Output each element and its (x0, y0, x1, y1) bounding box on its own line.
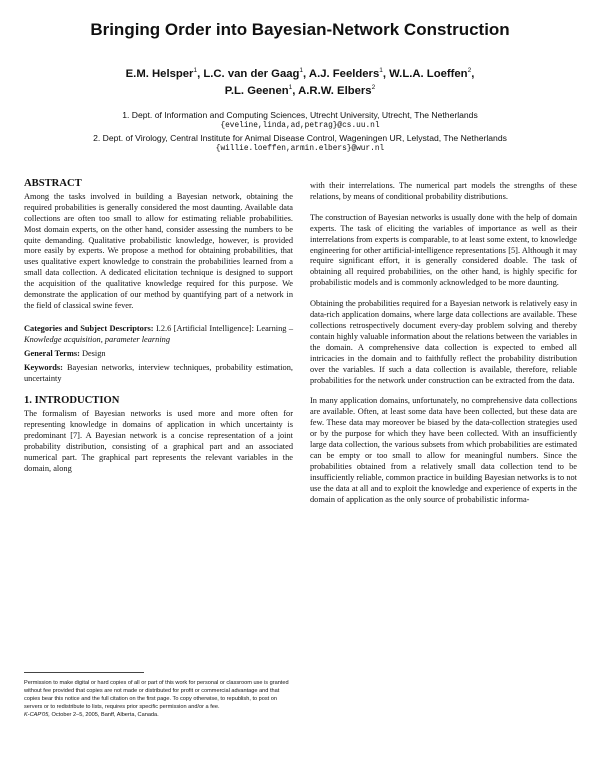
abstract-heading: ABSTRACT (24, 178, 82, 189)
venue-line: K-CAP'05, October 2–5, 2005, Banff, Alberta, Canada. (24, 712, 159, 718)
author: W.L.A. Loeffen$^2$ (389, 67, 472, 80)
paragraph: with their interrelations. The numerical part models the strengths of these relations, by means of conditional probability distributions. (310, 181, 577, 201)
paragraph: In many application domains, unfortunately, no comprehensive data collections are available. Often, at least some data have been collected, but these data are few. These data may moreover be biased by the data-collection strategies used or by the purpose for which they have been collected. With an insufficiently large data collection, the various subsets from which probabilities are estimated can be empty or too small to allow for meaningful numbers. Since the probabilities obtained from a relatively small data collection tend to be insufficiently reliable, common practice in building Bayesian networks is to not use the data at all and to exploit the knowledge and experience of experts in the domain of application as the only source of probabilistic informa- (310, 396, 577, 504)
permission-notice: Permission to make digital or hard copies of all or part of this work for personal or classroom use is granted without fee provided that copies are not made or distributed for profit or commercial advantage and that copies bear this notice and the full citation on the first page. To copy otherwise, to republish, to post on servers or to redistribute to lists, requires prior specific permission and/or a fee. K-CAP'05, October 2–5, 2005, Banff, Alberta, Canada. (24, 672, 292, 719)
abstract-text: Among the tasks involved in building a Bayesian network, obtaining the required probabilities is generally considered the most daunting. Available data collections are often too small to allow for estimating reliable probabilities. Most domain experts, on the other hand, consider assessing the numbers to be quite demanding. Qualitative probabilistic knowledge, however, is provided more easily by experts. We propose a method for obtaining probabilities, that uses qualitative expert knowledge to constrain the probabilities learned from a small data collection. A dedicated elicitation technique is designed to support the acquisition of the qualitative knowledge required for this purpose. We demonstrate the application of our method by quantifying part of a network in the field of classical swine fever. (24, 191, 293, 310)
general-terms: General Terms: Design (24, 348, 106, 358)
author-line-2: P.L. Geenen$^1$, A.R.W. Elbers$^2$ (224, 84, 376, 97)
intro-text: The formalism of Bayesian networks is used more and more often for representing knowledge in domains of application in which uncertainty is predominant [7]. A Bayesian network is a concise representation of a joint probability distribution, consisting of a graphical part and an associated numerical part. The graphical part represents the relevant variables in the domain, along (24, 409, 293, 473)
affiliation-2: 2. Dept. of Virology, Central Institute for Animal Disease Control, Wageningen UR, Lelystad, The Netherlands {willie.loeffen,armin.elbers}@wur.nl (0, 133, 600, 155)
categories: Categories and Subject Descriptors: I.2.6 [Artificial Intelligence]: Learning – Knowledge acquisition, parameter learning (24, 323, 293, 344)
affiliation-2-email: {willie.loeffen,armin.elbers}@wur.nl (215, 145, 385, 153)
author: E.M. Helsper$^1$ (125, 67, 198, 80)
author: P.L. Geenen$^1$ (224, 84, 293, 97)
footnote-rule (24, 672, 144, 673)
paper-title: Bringing Order into Bayesian-Network Construction (90, 20, 510, 39)
author: A.J. Feelders$^1$ (308, 67, 383, 80)
left-column (24, 179, 293, 485)
right-column (310, 181, 577, 515)
keywords: Keywords: Bayesian networks, interview techniques, probability estimation, uncertainty (24, 362, 293, 383)
affiliation-1-email: {eveline,linda,ad,petrag}@cs.uu.nl (220, 122, 380, 130)
author-line-1: E.M. Helsper$^1$, L.C. van der Gaag$^1$, A.J. Feelders$^1$, W.L.A. Loeffen$^2$, (125, 67, 475, 80)
paragraph: The construction of Bayesian networks is usually done with the help of domain experts. The task of eliciting the variables of importance as well as their interrelations from experts is comparable, to at least some extent, to knowledge engineering for other artificial-intelligence representations [5]. Although it may require significant effort, it is generally considered doable. The task of obtaining all required probabilities, on the other hand, is highly specific for probabilistic models and is commonly acknowledged to be more daunting. (310, 212, 577, 288)
affiliation-1: 1. Dept. of Information and Computing Sciences, Utrecht University, Utrecht, The Netherlands {eveline,linda,ad,petrag}@cs.uu.nl (0, 110, 600, 132)
intro-heading: 1. INTRODUCTION (24, 395, 120, 407)
author: A.R.W. Elbers$^2$ (298, 84, 376, 97)
paragraph: Obtaining the probabilities required for a Bayesian network is relatively easy in data-rich application domains, where large data collections are available. These collections retrospectively document every-day problem solving and thereby contain highly valuable information about the relations between the variables in the domain. A comprehensive data collection is expected to embed all intricacies in the domain and to faithfully reflect the probability distribution over the variables. If such a data collection is available, therefore, reliable probabilities for the network under construction can be extracted from the data. (310, 299, 577, 385)
author: L.C. van der Gaag$^1$ (203, 67, 304, 80)
